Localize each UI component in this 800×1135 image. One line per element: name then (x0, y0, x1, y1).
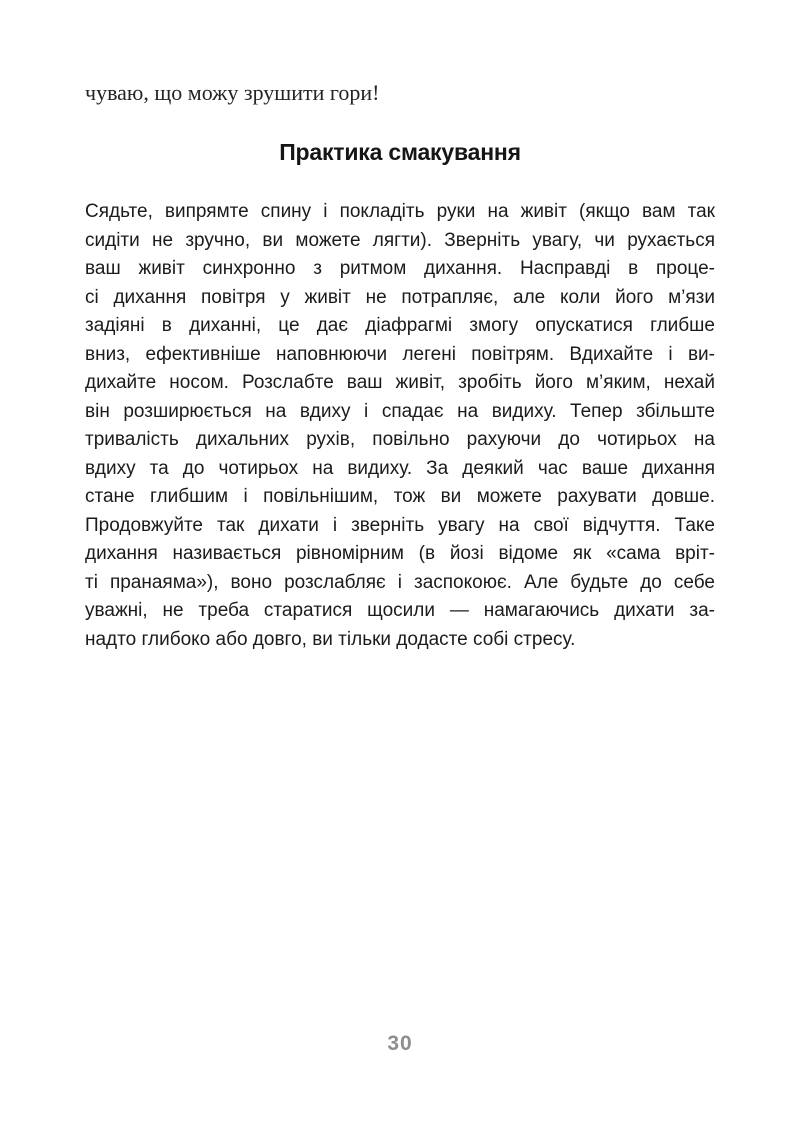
body-line: Продовжуйте так дихати і зверніть увагу на свої відчуття. Таке (85, 514, 715, 536)
body-line: задіяні в диханні, це дає діафрагмі змогу опускатися глибше (85, 315, 715, 336)
text-column (85, 0, 715, 654)
page-number: 30 (387, 1032, 413, 1055)
body-line: надто глибоко або довго, ви тільки додасте собі стресу. (85, 628, 576, 650)
body-line: вниз, ефективніше наповнюючи легені повітрям. Вдихайте і ви- (85, 343, 715, 365)
continuation-text: чуваю, що можу зрушити гори! (85, 80, 380, 105)
body-line: стане глибшим і повільнішим, тож ви можете рахувати довше. (85, 486, 715, 507)
body-line: уважні, не треба старатися щосили — намагаючись дихати за- (85, 600, 715, 621)
body-line: дихання називається рівномірним (в йозі відоме як «сама вріт- (85, 543, 715, 564)
body-line: ваш живіт синхронно з ритмом дихання. Насправді в проце- (85, 258, 715, 279)
section-heading: Практика смакування (279, 139, 521, 165)
body-line: ті пранаяма»), воно розслабляє і заспокоює. Але будьте до себе (85, 571, 715, 593)
body-line: сидіти не зручно, ви можете лягти). Зверніть увагу, чи рухається (85, 229, 715, 251)
body-line: тривалість дихальних рухів, повільно рахуючи до чотирьох на (85, 429, 715, 450)
body-line: Сядьте, випрямте спину і покладіть руки на живіт (якщо вам так (85, 201, 715, 222)
body-line: дихайте носом. Розслабте ваш живіт, зробіть його м’яким, нехай (85, 372, 715, 393)
body-line: сі дихання повітря у живіт не потрапляє, але коли його м’язи (85, 286, 715, 308)
body-line: вдиху та до чотирьох на видиху. За деякий час ваше дихання (85, 457, 715, 479)
body-paragraph (85, 198, 715, 654)
body-line: він розширюється на вдиху і спадає на видиху. Тепер збільште (85, 400, 715, 422)
